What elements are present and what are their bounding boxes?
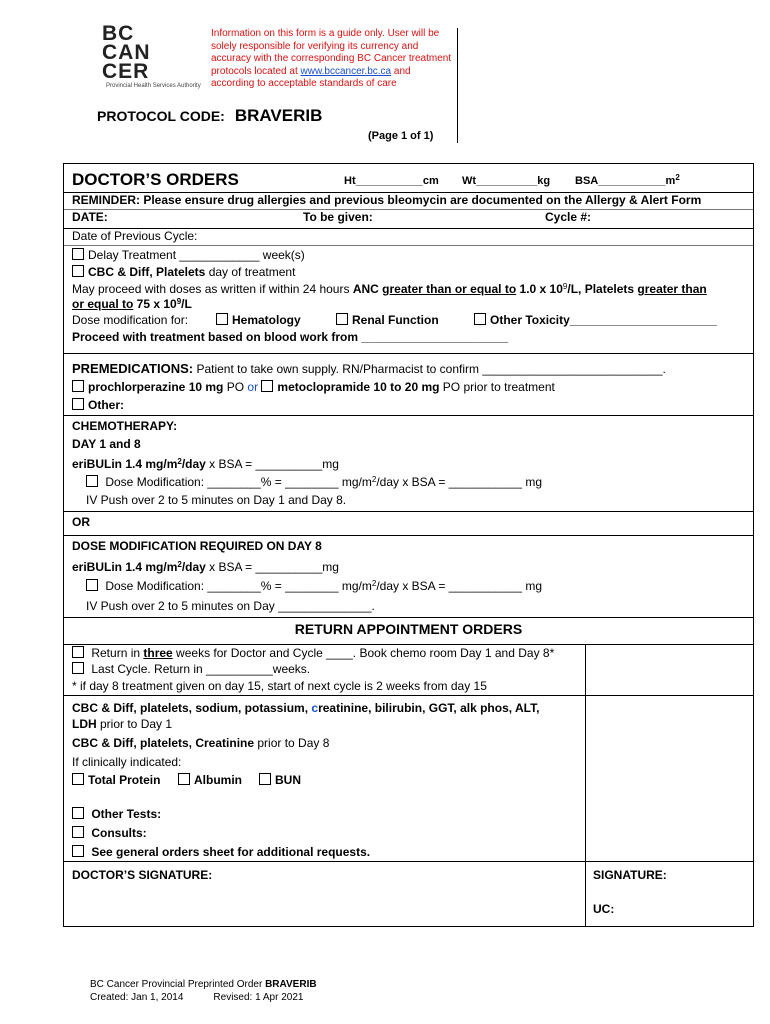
revised-date: Revised: 1 Apr 2021 xyxy=(213,992,304,1003)
signature-field[interactable]: SIGNATURE: xyxy=(593,868,667,882)
text: CBC & Diff, platelets, sodium, potassium, xyxy=(72,701,312,715)
protocol-code xyxy=(97,106,322,126)
renal-option xyxy=(336,313,439,328)
text: LDH xyxy=(72,717,97,731)
text: /day xyxy=(181,457,206,471)
text: x BSA = __________mg xyxy=(205,560,339,574)
proceed-criteria-line2 xyxy=(72,297,192,312)
general-orders-option xyxy=(72,845,370,860)
consults-checkbox[interactable] xyxy=(72,826,84,838)
other-toxicity-label: Other Toxicity______________________ xyxy=(490,313,717,327)
text: Other Tests: xyxy=(91,807,162,821)
text: /day x BSA = ___________ mg xyxy=(376,475,543,489)
text: eriBULin 1.4 mg/m xyxy=(72,457,178,471)
disclaimer-text: Information on this form is a guide only. User will be solely responsible for verifying its currency and accuracy with the corresponding BC Cancer treatment protocols located at xyxy=(211,28,452,77)
chemo-drug-2 xyxy=(72,560,339,575)
consults-option xyxy=(72,826,147,841)
text: PO prior to treatment xyxy=(439,380,555,394)
text: See general orders sheet for additional requests. xyxy=(91,845,371,859)
text: Consults: xyxy=(91,826,147,840)
previous-cycle-field[interactable]: Date of Previous Cycle: xyxy=(72,229,198,243)
dose-mod-checkbox[interactable] xyxy=(86,475,98,487)
text: BUN xyxy=(275,773,301,787)
total-protein-checkbox[interactable] xyxy=(72,773,84,785)
text: CBC & Diff, platelets, Creatinine xyxy=(72,736,255,750)
text: /day xyxy=(181,560,206,574)
delay-checkbox[interactable] xyxy=(72,248,84,260)
logo-line: CER xyxy=(102,60,150,83)
premed-other xyxy=(72,398,124,413)
divider xyxy=(64,617,753,618)
proceed-criteria-line1 xyxy=(72,282,707,297)
footer-line-1 xyxy=(90,978,317,991)
total-protein-option xyxy=(72,773,160,788)
footer xyxy=(90,978,317,1004)
divider xyxy=(64,535,753,536)
divider xyxy=(64,245,753,246)
hematology-checkbox[interactable] xyxy=(216,313,228,325)
dose-modification-label: Dose modification for: xyxy=(72,313,189,327)
text: May proceed with doses as written if within 24 hours xyxy=(72,282,353,296)
footer-line-2 xyxy=(90,991,317,1004)
divider xyxy=(64,511,753,512)
renal-checkbox[interactable] xyxy=(336,313,348,325)
cbc-rest: day of treatment xyxy=(205,265,296,279)
general-orders-checkbox[interactable] xyxy=(72,845,84,857)
text: eriBULin 1.4 mg/m xyxy=(72,560,178,574)
divider xyxy=(64,644,753,645)
logo-subtitle: Provincial Health Services Authority xyxy=(106,83,201,89)
albumin-option xyxy=(178,773,242,788)
text: Last Cycle. Return in __________weeks. xyxy=(91,662,311,676)
chemo-days: DAY 1 and 8 xyxy=(72,437,141,451)
bsa-field[interactable] xyxy=(575,174,680,189)
text: 2 xyxy=(177,457,182,466)
text: prior to Day 8 xyxy=(254,736,330,750)
chemo-iv: IV Push over 2 to 5 minutes on Day 1 and Day 8. xyxy=(86,493,347,507)
text: Dose Modification: ________% = ________ mg/m xyxy=(105,579,372,593)
bccancer-link[interactable]: www.bccancer.bc.ca xyxy=(300,65,392,77)
text: or equal to xyxy=(72,297,134,311)
page-number: (Page 1 of 1) xyxy=(368,130,434,142)
header-divider xyxy=(457,28,458,143)
text: 9 xyxy=(562,282,568,291)
text: 75 x 10 xyxy=(133,297,177,311)
text: 2 xyxy=(371,475,377,484)
other-toxicity-checkbox[interactable] xyxy=(474,313,486,325)
height-field[interactable]: Ht___________cm xyxy=(344,175,439,187)
bsa-sup: 2 xyxy=(675,173,680,182)
last-cycle-checkbox[interactable] xyxy=(72,662,84,674)
logo-line: CAN xyxy=(102,41,151,64)
text: prior to Day 1 xyxy=(96,717,173,731)
text: BC Cancer Provincial Preprinted Order xyxy=(90,979,266,990)
uc-field[interactable]: UC: xyxy=(593,902,615,916)
weight-field[interactable]: Wt__________kg xyxy=(462,175,551,187)
other-tests-checkbox[interactable] xyxy=(72,807,84,819)
labs-line-3 xyxy=(72,736,329,751)
metoclopramide-label: metoclopramide 10 to 20 mg xyxy=(277,380,440,394)
text: x BSA = __________mg xyxy=(205,457,339,471)
dose-mod-required: DOSE MODIFICATION REQUIRED ON DAY 8 xyxy=(72,539,322,553)
premedications xyxy=(72,361,666,377)
bsa-label: BSA___________m xyxy=(575,175,676,187)
text: three xyxy=(143,646,173,660)
premed-text: Patient to take own supply. RN/Pharmacist to confirm ___________________________. xyxy=(193,362,666,376)
delay-treatment xyxy=(72,248,305,263)
prochlorperazine-label: prochlorperazine 10 mg xyxy=(88,380,224,394)
disclaimer xyxy=(211,28,456,91)
form-title: DOCTOR’S ORDERS xyxy=(72,170,239,189)
labs-line-1 xyxy=(72,701,539,716)
text: /L xyxy=(181,297,192,311)
return-line-1 xyxy=(72,646,554,661)
text: or xyxy=(247,380,259,394)
protocol-code-value: BRAVERIB xyxy=(234,106,323,125)
other-toxicity-option xyxy=(474,313,717,328)
disclaimer-text-end: and according to acceptable standards of care xyxy=(211,65,411,89)
divider xyxy=(64,415,753,416)
chemo-label: CHEMOTHERAPY: xyxy=(72,419,178,433)
cbc-on-day xyxy=(72,265,295,280)
premed-label: PREMEDICATIONS: xyxy=(72,361,194,376)
chemo-dose-mod xyxy=(86,475,542,490)
text: c xyxy=(311,701,319,715)
hematology-option xyxy=(216,313,301,328)
renal-label: Renal Function xyxy=(352,313,439,327)
text: Albumin xyxy=(194,773,242,787)
dose-mod-checkbox-2[interactable] xyxy=(86,579,98,591)
bc-cancer-logo xyxy=(102,24,151,81)
text: BRAVERIB xyxy=(265,979,317,990)
protocol-label: PROTOCOL CODE: xyxy=(97,108,225,124)
text: Total Protein xyxy=(88,773,161,787)
text: /L, Platelets xyxy=(567,282,638,296)
divider xyxy=(64,353,753,354)
cbc-label: CBC & Diff, Platelets xyxy=(88,265,206,279)
delay-label: Delay Treatment ____________ week(s) xyxy=(88,248,305,262)
text: weeks for Doctor and Cycle ____. Book chemo room Day 1 and Day 8* xyxy=(172,646,555,660)
premed-other-label: Other: xyxy=(88,398,124,412)
to-be-given-field[interactable]: To be given: xyxy=(303,210,373,224)
labs-line-2 xyxy=(72,717,172,732)
text: reatinine, bilirubin, GGT, alk phos, ALT, xyxy=(318,701,540,715)
albumin-checkbox[interactable] xyxy=(178,773,190,785)
chemo-drug xyxy=(72,457,339,472)
chemo-iv-2: IV Push over 2 to 5 minutes on Day ______________. xyxy=(86,599,375,613)
or-label: OR xyxy=(72,515,90,529)
doctor-signature-field[interactable]: DOCTOR’S SIGNATURE: xyxy=(72,868,213,882)
text: 2 xyxy=(371,579,377,588)
divider xyxy=(64,209,753,210)
reminder: REMINDER: Please ensure drug allergies and previous bleomycin are documented on the Allergy & Alert Form xyxy=(72,193,702,207)
text: 1.0 x 10 xyxy=(516,282,563,296)
cbc-checkbox[interactable] xyxy=(72,265,84,277)
text: greater than or equal to xyxy=(382,282,517,296)
return-line-2 xyxy=(72,662,310,677)
chemo-dose-mod-2 xyxy=(86,579,542,594)
cycle-field[interactable]: Cycle #: xyxy=(545,210,592,224)
text: 9 xyxy=(176,297,182,306)
doctors-orders-form xyxy=(63,163,754,927)
text: ANC xyxy=(352,282,383,296)
logo-line: BC xyxy=(102,22,135,45)
text: Return in xyxy=(91,646,144,660)
created-date: Created: Jan 1, 2014 xyxy=(90,992,184,1003)
text: /day x BSA = ___________ mg xyxy=(376,579,543,593)
bun-option xyxy=(259,773,301,788)
premed-other-checkbox[interactable] xyxy=(72,398,84,410)
return-appointment-title: RETURN APPOINTMENT ORDERS xyxy=(294,621,523,637)
proceed-blood-work: Proceed with treatment based on blood work from ______________________ xyxy=(72,330,509,344)
labs-clinically-indicated: If clinically indicated: xyxy=(72,755,182,769)
hematology-label: Hematology xyxy=(232,313,301,327)
text: 2 xyxy=(177,560,182,569)
other-tests-option xyxy=(72,807,161,822)
text: PO xyxy=(223,380,248,394)
divider xyxy=(64,861,753,862)
premed-antiemetic xyxy=(72,380,555,395)
column-divider xyxy=(585,644,586,926)
divider xyxy=(64,695,753,696)
date-field[interactable]: DATE: xyxy=(72,210,108,224)
bun-checkbox[interactable] xyxy=(259,773,271,785)
prochlorperazine-checkbox[interactable] xyxy=(72,380,84,392)
text: Dose Modification: ________% = ________ mg/m xyxy=(105,475,372,489)
text: greater than xyxy=(637,282,707,296)
return-checkbox[interactable] xyxy=(72,646,84,658)
metoclopramide-checkbox[interactable] xyxy=(261,380,273,392)
return-note: * if day 8 treatment given on day 15, start of next cycle is 2 weeks from day 15 xyxy=(72,679,487,693)
